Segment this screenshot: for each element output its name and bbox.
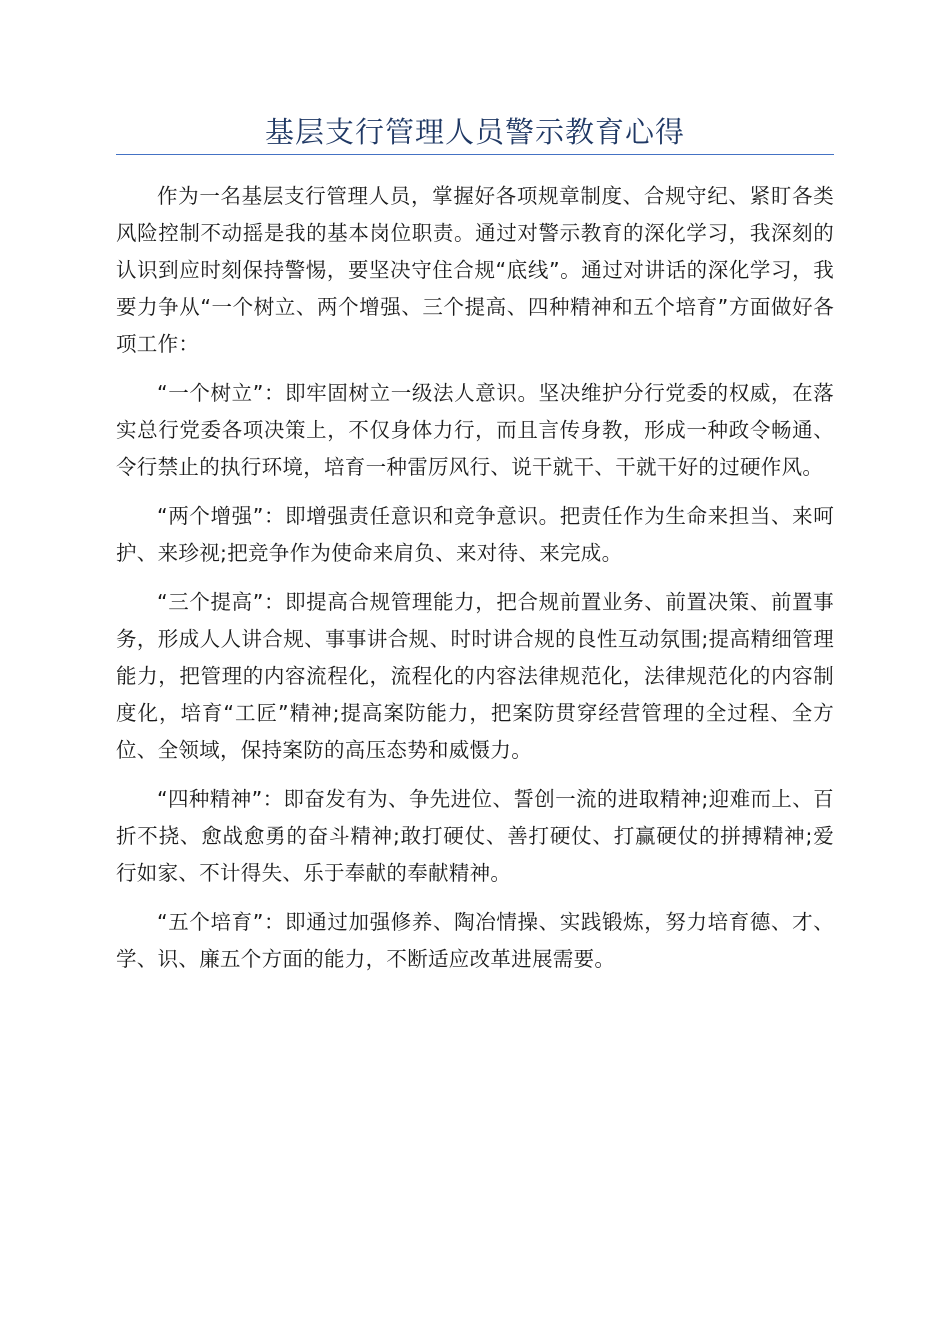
paragraph-four-spirits: “四种精神”：即奋发有为、争先进位、誓创一流的进取精神;迎难而上、百折不挠、愈战愈勇的奋斗精神;敢打硬仗、善打硬仗、打赢硬仗的拼搏精神;爱行如家、不计得失、乐于奉献的奉献精神。 bbox=[116, 787, 834, 885]
paragraph-two-strengthen: “两个增强”：即增强责任意识和竞争意识。把责任作为生命来担当、来呵护、来珍视;把竞争作为使命来肩负、来对待、来完成。 bbox=[116, 504, 834, 565]
paragraph-five-cultivate: “五个培育”：即通过加强修养、陶冶情操、实践锻炼，努力培育德、才、学、识、廉五个方面的能力，不断适应改革进展需要。 bbox=[116, 910, 834, 971]
paragraph-one-establish: “一个树立”：即牢固树立一级法人意识。坚决维护分行党委的权威，在落实总行党委各项决策上，不仅身体力行，而且言传身教，形成一种政令畅通、令行禁止的执行环境，培育一种雷厉风行、说干就干、干就干好的过硬作风。 bbox=[116, 381, 834, 479]
document-title: 基层支行管理人员警示教育心得 bbox=[264, 115, 685, 149]
paragraph-intro: 作为一名基层支行管理人员，掌握好各项规章制度、合规守纪、紧盯各类风险控制不动摇是我的基本岗位职责。通过对警示教育的深化学习，我深刻的认识到应时刻保持警惕，要坚决守住合规“底线”。通过对讲话的深化学习，我要力争从“一个树立、两个增强、三个提高、四种精神和五个培育”方面做好各项工作： bbox=[116, 184, 834, 356]
paragraph-three-improve: “三个提高”：即提高合规管理能力，把合规前置业务、前置决策、前置事务，形成人人讲合规、事事讲合规、时时讲合规的良性互动氛围;提高精细管理能力，把管理的内容流程化，流程化的内容法律规范化，法律规范化的内容制度化，培育“工匠”精神;提高案防能力，把案防贯穿经营管理的全过程、全方位、全领域，保持案防的高压态势和威慑力。 bbox=[116, 590, 834, 762]
title-underline bbox=[116, 154, 834, 155]
document-body bbox=[116, 178, 834, 990]
